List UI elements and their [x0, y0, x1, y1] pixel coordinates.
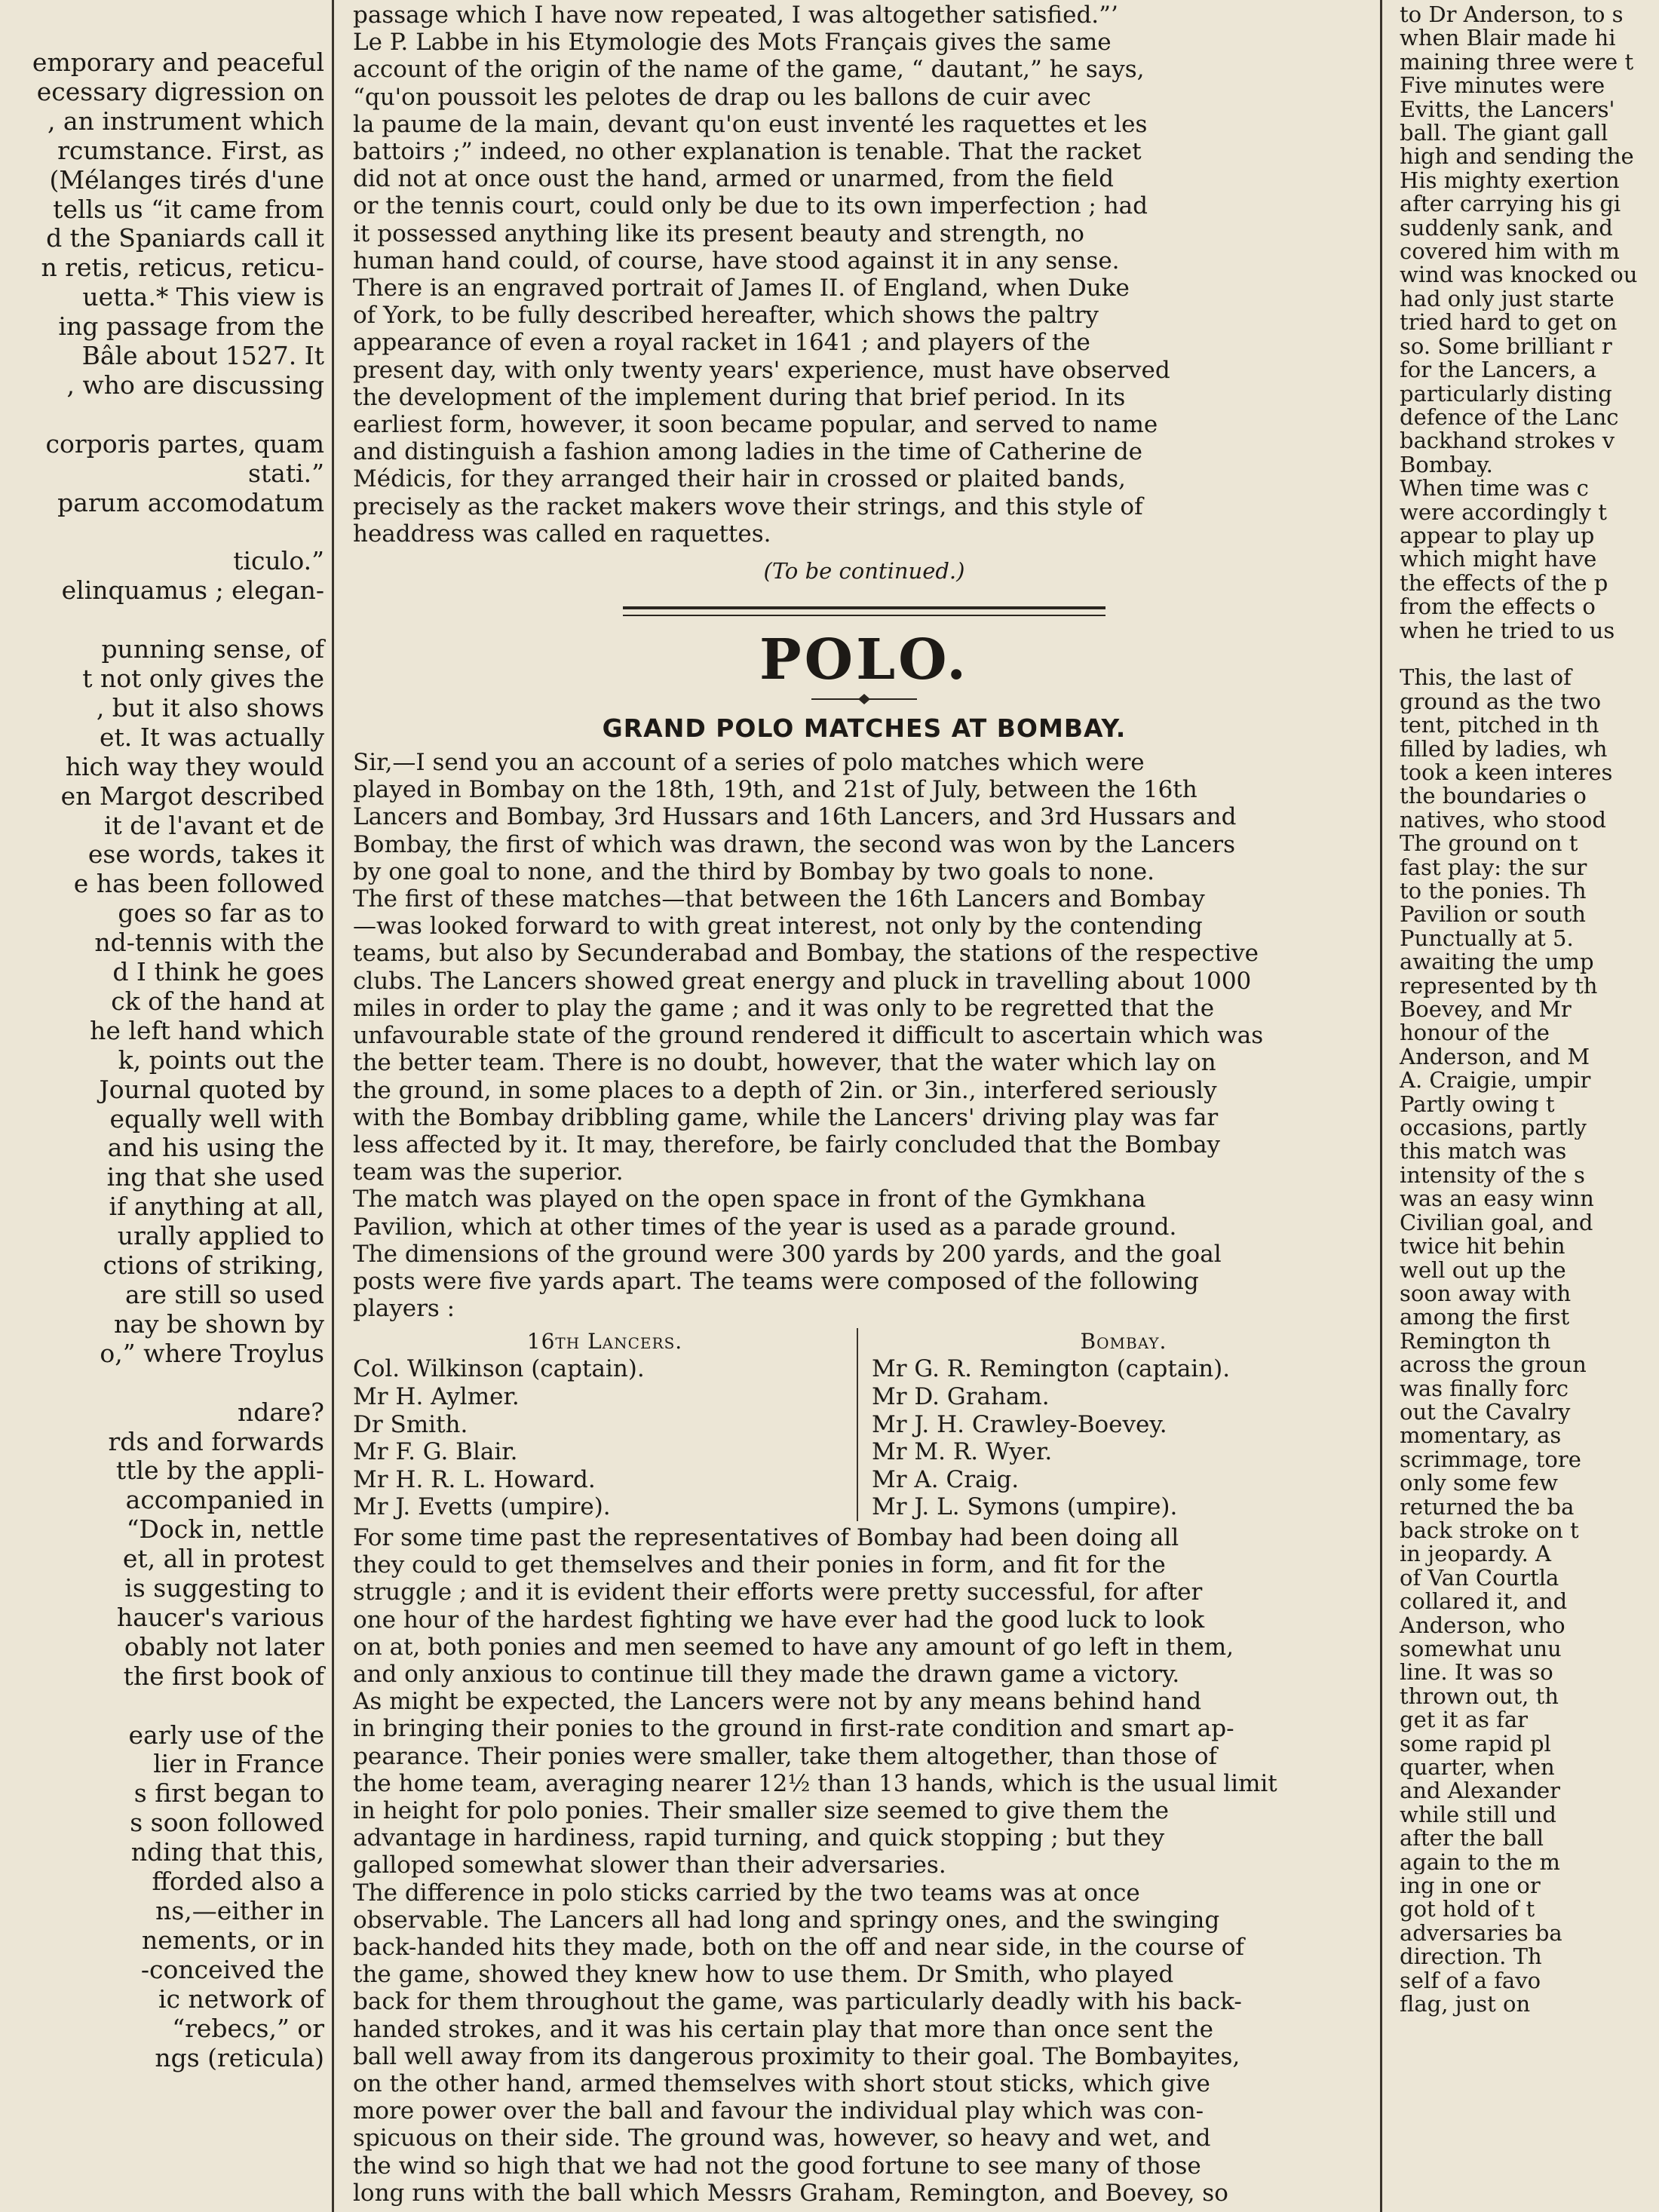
- text-line: Médicis, for they arranged their hair in crossed or plaited bands,: [353, 465, 1126, 493]
- text-line: ttle by the appli-: [115, 1456, 324, 1486]
- text-line: maining three were t: [1400, 50, 1634, 75]
- text-line: when Blair made hi: [1400, 26, 1616, 51]
- text-line: less affected by it. It may, therefore, be fairly concluded that the Bombay: [353, 1131, 1221, 1158]
- team-lineups: [353, 1328, 1375, 1521]
- text-line: direction. Th: [1400, 1945, 1542, 1969]
- text-line: galloped somewhat slower than their adversaries.: [353, 1852, 946, 1879]
- text-line: human hand could, of course, have stood against it in any sense.: [353, 247, 1120, 275]
- text-line: line. It was so: [1400, 1661, 1553, 1685]
- text-line: long runs with the ball which Messrs Graham, Remington, and Boevey, so: [353, 2179, 1228, 2207]
- text-line: on the other hand, armed themselves with short stout sticks, which give: [353, 2069, 1210, 2097]
- text-line: ic network of: [158, 1984, 324, 2014]
- text-line: Punctually at 5.: [1400, 926, 1574, 951]
- text-line: Five minutes were: [1400, 74, 1605, 98]
- text-line: , who are discussing: [66, 370, 324, 400]
- text-line: When time was c: [1400, 477, 1589, 501]
- text-line: , an instrument which: [47, 106, 324, 136]
- text-line: adversaries ba: [1400, 1921, 1562, 1946]
- text-line: d the Spaniards call it: [46, 224, 324, 253]
- text-line: nding that this,: [130, 1838, 324, 1867]
- text-line: emporary and peaceful: [32, 48, 324, 77]
- text-line: team was the superior.: [353, 1158, 624, 1186]
- text-line: covered him with m: [1400, 240, 1620, 264]
- text-line: observable. The Lancers all had long and springy ones, and the swinging: [353, 1906, 1220, 1934]
- text-line: Bâle about 1527. It: [81, 342, 324, 371]
- text-line: ngs (reticula): [155, 2043, 324, 2072]
- text-line: was finally forc: [1400, 1376, 1569, 1401]
- text-line: The first of these matches—that between the 16th Lancers and Bombay: [353, 885, 1205, 913]
- team-heading: 16th Lancers.: [526, 1329, 683, 1355]
- team-member-list: [872, 1355, 1375, 1521]
- text-line: -conceived the: [140, 1955, 324, 1984]
- text-line: Boevey, and Mr: [1400, 998, 1572, 1022]
- text-line: unfavourable state of the ground rendered it difficult to ascertain which was: [353, 1022, 1264, 1050]
- text-line: after the ball: [1400, 1827, 1544, 1851]
- text-line: of Van Courtla: [1400, 1566, 1559, 1591]
- text-line: handed strokes, and it was his certain play that more than once sent the: [353, 2015, 1214, 2043]
- text-line: Evitts, the Lancers': [1400, 97, 1615, 122]
- text-line: ing in one or: [1400, 1874, 1541, 1898]
- text-line: advantage in hardiness, rapid turning, and quick stopping ; but they: [353, 1824, 1165, 1852]
- text-line: to Dr Anderson, to s: [1400, 3, 1624, 27]
- text-line: from the effects o: [1400, 595, 1596, 619]
- text-line: ticulo.”: [233, 547, 324, 576]
- text-line: defence of the Lanc: [1400, 405, 1619, 430]
- text-line: There is an engraved portrait of James II. of England, when Duke: [353, 275, 1130, 302]
- text-line: [0, 517, 327, 547]
- text-line: ck of the hand at: [111, 986, 324, 1016]
- article-headline: GRAND POLO MATCHES AT BOMBAY.: [602, 713, 1127, 744]
- team-member: Mr H. Aylmer.: [353, 1382, 520, 1410]
- text-line: only some few: [1400, 1471, 1558, 1496]
- text-line: As might be expected, the Lancers were not by any means behind hand: [353, 1688, 1202, 1716]
- text-line: more power over the ball and favour the individual play which was con-: [353, 2097, 1204, 2125]
- text-line: soon away with: [1400, 1281, 1572, 1306]
- text-line: awaiting the ump: [1400, 950, 1594, 974]
- text-line: Civilian goal, and: [1400, 1210, 1593, 1235]
- text-line: et, all in protest: [122, 1545, 324, 1574]
- left-column: [0, 48, 327, 2072]
- text-line: nements, or in: [142, 1925, 324, 1955]
- left-column-text: [0, 48, 327, 2072]
- text-line: the better team. There is no doubt, however, that the water which lay on: [353, 1049, 1216, 1077]
- text-line: fast play: the sur: [1400, 855, 1587, 880]
- polo-body-text: [345, 1524, 1383, 2207]
- text-line: “rebecs,” or: [172, 2014, 324, 2043]
- text-line: pearance. Their ponies were smaller, take them altogether, than those of: [353, 1742, 1218, 1770]
- text-line: tried hard to get on: [1400, 311, 1618, 335]
- text-line: and his using the: [107, 1134, 324, 1163]
- text-line: Le P. Labbe in his Etymologie des Mots Français gives the same: [353, 29, 1112, 57]
- text-line: he left hand which: [90, 1016, 324, 1045]
- text-line: The difference in polo sticks carried by the two teams was at once: [353, 1879, 1140, 1907]
- text-line: earliest form, however, it soon became popular, and served to name: [353, 411, 1158, 439]
- text-line: Pavilion, which at other times of the year is used as a parade ground.: [353, 1213, 1177, 1241]
- team-heading: Bombay.: [1080, 1329, 1167, 1355]
- text-line: nd-tennis with the: [94, 928, 324, 958]
- text-line: This, the last of: [1400, 666, 1572, 690]
- team-member: Mr F. G. Blair.: [353, 1438, 518, 1466]
- text-line: n retis, reticus, reticu-: [41, 253, 324, 283]
- text-line: of York, to be fully described hereafter, which shows the paltry: [353, 302, 1099, 330]
- text-line: (Mélanges tirés d'une: [49, 165, 324, 195]
- text-line: [0, 606, 327, 635]
- text-line: e has been followed: [73, 870, 324, 899]
- text-line: precisely as the racket makers wove their strings, and this style of: [353, 492, 1143, 520]
- text-line: back for them throughout the game, was particularly deadly with his back-: [353, 1988, 1242, 2016]
- text-line: tells us “it came from: [53, 195, 324, 224]
- team-member: Mr D. Graham.: [872, 1382, 1050, 1410]
- text-line: o,” where Troylus: [100, 1339, 324, 1368]
- text-line: early use of the: [128, 1720, 324, 1750]
- text-line: present day, with only twenty years' experience, must have observed: [353, 356, 1170, 384]
- text-line: [1397, 643, 1659, 666]
- text-line: [0, 400, 327, 430]
- section-title: POLO.: [759, 627, 970, 693]
- text-line: account of the origin of the name of the game, “ dautant,” he says,: [353, 56, 1145, 84]
- text-line: posts were five yards apart. The teams were composed of the following: [353, 1267, 1199, 1295]
- text-line: For some time past the representatives of Bombay had been doing all: [353, 1523, 1179, 1551]
- text-line: et. It was actually: [100, 723, 324, 752]
- text-line: backhand strokes v: [1400, 429, 1615, 453]
- ornament-icon: [811, 694, 917, 704]
- text-line: Pavilion or south: [1400, 903, 1586, 927]
- right-column-text: [1397, 3, 1659, 2017]
- text-line: natives, who stood: [1400, 808, 1606, 833]
- text-line: obably not later: [124, 1632, 324, 1661]
- text-line: wind was knocked ou: [1400, 263, 1638, 287]
- text-line: on at, both ponies and men seemed to have any amount of go left in them,: [353, 1633, 1234, 1661]
- text-line: particularly disting: [1400, 382, 1612, 406]
- text-line: get it as far: [1400, 1708, 1529, 1732]
- text-line: Journal quoted by: [99, 1075, 324, 1104]
- text-line: ndare?: [237, 1397, 324, 1427]
- text-line: twice hit behin: [1400, 1235, 1565, 1259]
- text-line: the first book of: [123, 1661, 324, 1691]
- text-line: , but it also shows: [96, 693, 324, 723]
- text-line: appearance of even a royal racket in 1641 ; and players of the: [353, 329, 1090, 357]
- text-line: “qu'on poussoit les pelotes de drap ou les ballons de cuir avec: [353, 83, 1091, 111]
- text-line: one hour of the hardest fighting we have ever had the good luck to look: [353, 1606, 1205, 1634]
- text-line: they could to get themselves and their ponies in form, and fit for the: [353, 1551, 1166, 1579]
- text-line: among the first: [1400, 1305, 1570, 1330]
- team-member: Mr H. R. L. Howard.: [353, 1465, 596, 1493]
- text-line: thrown out, th: [1400, 1684, 1559, 1709]
- text-line: it de l'avant et de: [103, 811, 324, 840]
- text-line: teams, but also by Secunderabad and Bombay, the stations of the respective: [353, 940, 1259, 968]
- text-line: accompanied in: [125, 1486, 324, 1515]
- text-line: across the groun: [1400, 1353, 1587, 1377]
- text-line: d I think he goes: [112, 958, 324, 987]
- text-line: the effects of the p: [1400, 571, 1608, 596]
- text-line: appear to play up: [1400, 523, 1595, 548]
- text-line: stati.”: [247, 459, 324, 488]
- text-line: somewhat unu: [1400, 1637, 1562, 1661]
- text-line: battoirs ;” indeed, no other explanation is tenable. That the racket: [353, 138, 1142, 166]
- text-line: corporis partes, quam: [45, 429, 324, 459]
- text-line: the development of the implement during that brief period. In its: [353, 383, 1126, 411]
- text-line: ball well away from its dangerous proximity to their goal. The Bombayites,: [353, 2042, 1240, 2070]
- text-line: Partly owing t: [1400, 1092, 1555, 1117]
- text-line: is suggesting to: [124, 1574, 324, 1603]
- text-line: represented by th: [1400, 974, 1598, 999]
- text-line: with the Bombay dribbling game, while the Lancers' driving play was far: [353, 1103, 1219, 1131]
- text-line: quarter, when: [1400, 1756, 1555, 1780]
- text-line: lier in France: [153, 1750, 324, 1779]
- text-line: His mighty exertion: [1400, 168, 1620, 193]
- text-line: players :: [353, 1295, 455, 1323]
- text-line: passage which I have now repeated, I was altogether satisfied.”’: [353, 2, 1118, 29]
- text-line: equally well with: [109, 1104, 324, 1134]
- text-line: filled by ladies, wh: [1400, 737, 1608, 761]
- team-lancers: [353, 1328, 857, 1521]
- text-line: played in Bombay on the 18th, 19th, and 21st of July, between the 16th: [353, 776, 1197, 804]
- text-line: The match was played on the open space in front of the Gymkhana: [353, 1186, 1146, 1213]
- text-line: it possessed anything like its present beauty and strength, no: [353, 219, 1084, 247]
- text-line: elinquamus ; elegan-: [61, 576, 324, 606]
- text-line: miles in order to play the game ; and it was only to be regretted that the: [353, 994, 1215, 1022]
- text-line: in bringing their ponies to the ground in first-rate condition and smart ap-: [353, 1715, 1234, 1743]
- text-line: got hold of t: [1400, 1898, 1535, 1922]
- text-line: haucer's various: [116, 1603, 324, 1632]
- text-line: uetta.* This view is: [82, 283, 324, 312]
- text-line: are still so used: [125, 1281, 324, 1310]
- team-member: Dr Smith.: [353, 1410, 468, 1438]
- text-line: la paume de la main, devant qu'on eust inventé les raquettes et les: [353, 110, 1148, 138]
- to-be-continued: (To be continued.): [763, 558, 965, 584]
- text-line: Bombay, the first of which was drawn, the second was won by the Lancers: [353, 830, 1235, 858]
- text-line: struggle ; and it is evident their efforts were pretty successful, for after: [353, 1578, 1203, 1606]
- text-line: momentary, as: [1400, 1424, 1562, 1448]
- text-line: the boundaries o: [1400, 784, 1587, 808]
- text-line: was an easy winn: [1400, 1187, 1594, 1211]
- text-line: parum accomodatum: [57, 488, 324, 517]
- text-line: ctions of striking,: [103, 1251, 324, 1281]
- text-line: Lancers and Bombay, 3rd Hussars and 16th Lancers, and 3rd Hussars and: [353, 803, 1237, 831]
- text-line: [0, 1369, 327, 1398]
- text-line: rcumstance. First, as: [57, 136, 324, 165]
- team-member: Col. Wilkinson (captain).: [353, 1355, 645, 1383]
- text-line: “Dock in, nettle: [126, 1515, 324, 1545]
- text-line: or the tennis court, could only be due to its own imperfection ; had: [353, 192, 1148, 220]
- text-line: so. Some brilliant r: [1400, 334, 1612, 359]
- text-line: s first began to: [133, 1779, 324, 1809]
- team-member: Mr G. R. Remington (captain).: [872, 1355, 1231, 1383]
- text-line: some rapid pl: [1400, 1732, 1551, 1756]
- text-line: scrimmage, tore: [1400, 1447, 1581, 1472]
- right-column: [1397, 3, 1659, 2017]
- text-line: took a keen interes: [1400, 760, 1613, 785]
- text-line: flag, just on: [1400, 1993, 1531, 2017]
- text-line: returned the ba: [1400, 1495, 1575, 1519]
- text-line: hich way they would: [65, 752, 324, 781]
- text-line: urally applied to: [117, 1222, 324, 1251]
- text-line: this match was: [1400, 1140, 1567, 1164]
- text-line: were accordingly t: [1400, 500, 1607, 524]
- text-line: high and sending the: [1400, 145, 1634, 169]
- text-line: suddenly sank, and: [1400, 216, 1613, 241]
- text-line: The ground on t: [1400, 832, 1578, 856]
- text-line: in jeopardy. A: [1400, 1542, 1551, 1566]
- text-line: and Alexander: [1400, 1779, 1561, 1803]
- text-line: and distinguish a fashion among ladies in the time of Catherine de: [353, 438, 1143, 466]
- text-line: k, points out the: [118, 1045, 324, 1075]
- text-line: the wind so high that we had not the good fortune to see many of those: [353, 2152, 1201, 2180]
- text-line: if anything at all,: [109, 1192, 324, 1222]
- text-line: for the Lancers, a: [1400, 358, 1597, 382]
- team-member: Mr J. L. Symons (umpire).: [872, 1493, 1178, 1521]
- text-line: —was looked forward to with great interest, not only by the contending: [353, 913, 1203, 940]
- text-line: headdress was called en raquettes.: [353, 520, 771, 548]
- team-member: Mr A. Craig.: [872, 1465, 1020, 1493]
- text-line: self of a favo: [1400, 1968, 1541, 1993]
- text-line: ecessary digression on: [36, 77, 324, 106]
- text-line: ing that she used: [106, 1163, 324, 1192]
- text-line: t not only gives the: [82, 664, 324, 693]
- column-rule-left: [332, 0, 334, 2212]
- text-line: Remington th: [1400, 1329, 1551, 1354]
- text-line: ground as the two: [1400, 689, 1602, 714]
- text-line: in height for polo ponies. Their smaller size seemed to give them the: [353, 1796, 1170, 1824]
- middle-column: [345, 2, 1383, 2207]
- text-line: well out up the: [1400, 1258, 1566, 1282]
- text-line: en Margot described: [60, 781, 324, 811]
- text-line: back-handed hits they made, both on the off and near side, in the course of: [353, 1933, 1244, 1961]
- text-line: out the Cavalry: [1400, 1400, 1571, 1425]
- text-line: s soon followed: [130, 1809, 324, 1838]
- text-line: [0, 1692, 327, 1721]
- text-line: ing passage from the: [58, 312, 324, 342]
- text-line: the game, showed they knew how to use them. Dr Smith, who played: [353, 1961, 1174, 1989]
- text-line: had only just starte: [1400, 287, 1615, 311]
- text-line: the home team, averaging nearer 12½ than 13 hands, which is the usual limit: [353, 1769, 1277, 1797]
- text-line: spicuous on their side. The ground was, however, so heavy and wet, and: [353, 2125, 1211, 2152]
- text-line: intensity of the s: [1400, 1163, 1585, 1188]
- text-line: which might have: [1400, 548, 1597, 572]
- text-line: to the ponies. Th: [1400, 879, 1587, 904]
- team-member: Mr J. H. Crawley-Boevey.: [872, 1410, 1167, 1438]
- text-line: punning sense, of: [101, 635, 324, 664]
- text-line: collared it, and: [1400, 1590, 1568, 1614]
- text-line: by one goal to none, and the third by Bombay by two goals to none.: [353, 857, 1155, 885]
- text-line: Anderson, and M: [1400, 1045, 1590, 1069]
- text-line: and only anxious to continue till they made the drawn game a victory.: [353, 1660, 1180, 1688]
- team-bombay: [857, 1328, 1375, 1521]
- text-line: ball. The giant gall: [1400, 121, 1608, 146]
- text-line: again to the m: [1400, 1850, 1560, 1875]
- text-line: did not at once oust the hand, armed or unarmed, from the field: [353, 165, 1115, 193]
- team-member-list: [353, 1355, 857, 1521]
- team-member: Mr J. Evetts (umpire).: [353, 1493, 611, 1521]
- section-divider: [623, 606, 1105, 616]
- text-line: while still und: [1400, 1802, 1556, 1827]
- text-line: clubs. The Lancers showed great energy and pluck in travelling about 1000: [353, 967, 1252, 995]
- team-member: Mr M. R. Wyer.: [872, 1438, 1053, 1466]
- text-line: Anderson, who: [1400, 1613, 1565, 1638]
- polo-intro-text: [345, 749, 1383, 1322]
- text-line: A. Craigie, umpir: [1400, 1069, 1591, 1093]
- racket-article-text: [345, 2, 1383, 548]
- text-line: when he tried to us: [1400, 618, 1615, 643]
- text-line: after carrying his gi: [1400, 192, 1621, 216]
- text-line: honour of the: [1400, 1021, 1550, 1045]
- text-line: rds and forwards: [108, 1427, 324, 1456]
- text-line: fforded also a: [152, 1867, 324, 1897]
- text-line: occasions, partly: [1400, 1116, 1587, 1140]
- text-line: ns,—either in: [155, 1897, 324, 1926]
- text-line: goes so far as to: [118, 899, 324, 928]
- title-ornament: [345, 693, 1383, 707]
- text-line: back stroke on t: [1400, 1518, 1579, 1543]
- text-line: tent, pitched in th: [1400, 713, 1599, 738]
- text-line: nay be shown by: [113, 1309, 324, 1339]
- text-line: The dimensions of the ground were 300 yards by 200 yards, and the goal: [353, 1240, 1222, 1268]
- text-line: the ground, in some places to a depth of 2in. or 3in., interfered seriously: [353, 1076, 1217, 1104]
- text-line: ese words, takes it: [87, 840, 324, 870]
- text-line: Sir,—I send you an account of a series of polo matches which were: [353, 749, 1145, 777]
- text-line: Bombay.: [1400, 453, 1493, 477]
